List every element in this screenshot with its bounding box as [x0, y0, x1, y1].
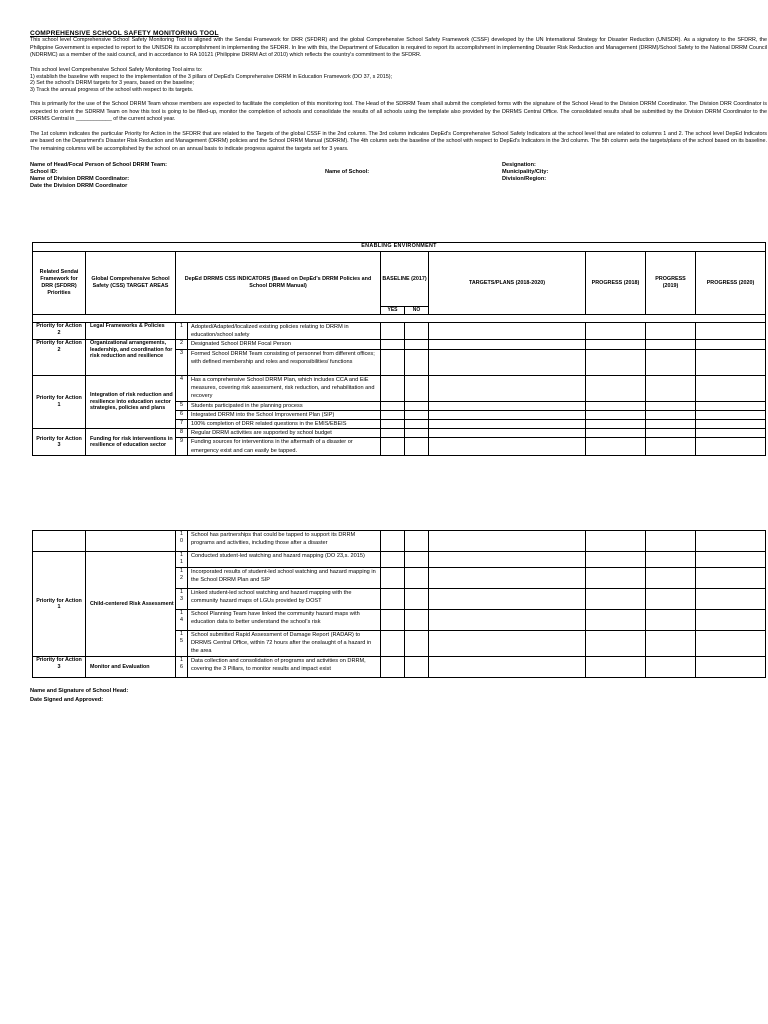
signature-block [30, 687, 128, 704]
targets-cell[interactable] [429, 531, 586, 552]
indicator-number: 4 [176, 375, 188, 401]
document-title: COMPREHENSIVE SCHOOL SAFETY MONITORING TOOL [30, 30, 219, 37]
school-id-label: School ID: [30, 168, 58, 175]
baseline-yes-cell[interactable] [381, 340, 405, 349]
targets-cell[interactable] [429, 657, 586, 678]
aim-item: 1) establish the baseline with respect to the implementation of the 3 pillars of DepEd's Comprehensive DRRM in Education Framework (DO 37, s 2015); [30, 73, 393, 80]
indicator-text: School Planning Team have linked the community hazard maps with education data to better understand the school's risk [188, 610, 381, 631]
targets-cell[interactable] [429, 568, 586, 589]
progress-cell[interactable] [696, 568, 766, 589]
progress-cell[interactable] [586, 349, 646, 375]
targets-cell[interactable] [429, 340, 586, 349]
priority-cell: Priority for Action 3 [33, 657, 86, 678]
baseline-yes-cell[interactable] [381, 610, 405, 631]
indicator-number: 1 5 [176, 631, 188, 657]
priority-cell: Priority for Action 2 [33, 323, 86, 340]
intro-paragraph: This school level Comprehensive School Safety Monitoring Tool is aligned with the Sendai Framework for DRR (SFDRR) and the global Comprehensive School Safety Framework (CSSF) developed by the UN International Strategy for Disaster Reduction (UNISDR). As a signatory to the SFDRR, the Philippine Government is expected to report to the UNISDR its accomplishment in implementing the SFDRR. In line with this, the Department of Education is required to report its accomplishment in implementing Disaster Risk Reduction and Management (DRRM)/School Safety to the National DRRM Council (NDRRMC) as a member of the said council, and in accordance to RA 10121 (Philippine DRRM Act of 2010) which reflects the country's commitment to the SFDRR. [30, 37, 767, 59]
progress-cell[interactable] [696, 410, 766, 419]
target-area-cell [86, 531, 176, 552]
progress-cell[interactable] [646, 429, 696, 438]
priority-cell: Priority for Action 1 [33, 375, 86, 429]
indicator-number: 1 2 [176, 568, 188, 589]
baseline-no-cell[interactable] [405, 589, 429, 610]
spacer-row [33, 315, 766, 323]
usage-paragraph: This is primarily for the use of the School DRRM Team whose members are expected to facilitate the completion of this monitoring tool. The Head of the SDRRM Team shall submit the completed forms with the signature of the School Head to the Division DRRM Coordinator. The Division DRR Coordinator is expected to orient the SDRRM Team on how this tool is going to be filled-up, monitor the completion of schools and consolidate the results of all schools using the template also provided by the DRRMS Central Office. The consolidated results shall be submitted by the Division DRRM Coordinator to the DRRMS Central in ____________ of the current school year. [30, 100, 767, 123]
municipality-label: Municipality/City: [502, 168, 549, 175]
enabling-environment-table [32, 242, 766, 456]
progress-cell[interactable] [646, 568, 696, 589]
columns-note-paragraph: The 1st column indicates the particular Priority for Action in the SFDRR that are related to the Targets of the global CSSF in the 2nd column. The 3rd column indicates DepEd's Comprehensive School Safety Indicators at the school level that are related to columns 1 and 2. The school level DepEd Indicators are based on the Department's Disaster Risk Reduction and Management (DRRM) policies and the School DRRM Manual (SDRRM). The 4th column sets the baseline of the school with respect to DepEd's Indicators in the 3rd column. The 5th column sets the targets/plans of the school based on its baseline. The remaining columns will be accomplished by the school on an annual basis to indicate progress against the targets set for 3 years. [30, 130, 767, 152]
baseline-yes-cell[interactable] [381, 420, 405, 429]
target-area-cell: Organizational arrangements, leadership, and coordination for risk reduction and resilience [86, 340, 176, 375]
school-name-label: Name of School: [325, 168, 370, 175]
targets-cell[interactable] [429, 589, 586, 610]
baseline-yes-cell[interactable] [381, 552, 405, 568]
header-baseline: BASELINE (2017) [381, 252, 429, 307]
indicator-text: Has a comprehensive School DRRM Plan, which includes CCA and EiE measures, covering risk assessment, risk reduction, and rehabilitation and recovery [188, 375, 381, 401]
progress-cell[interactable] [646, 631, 696, 657]
header-progress-2019: PROGRESS (2019) [646, 252, 696, 315]
baseline-yes-cell[interactable] [381, 531, 405, 552]
baseline-yes-cell[interactable] [381, 631, 405, 657]
indicator-text: Incorporated results of student-led school watching and hazard mapping in the School DRRM Plan and SIP [188, 568, 381, 589]
baseline-no-cell[interactable] [405, 429, 429, 438]
targets-cell[interactable] [429, 349, 586, 375]
table-row [33, 429, 766, 438]
progress-cell[interactable] [586, 340, 646, 349]
designation-label: Designation: [502, 161, 536, 168]
targets-cell[interactable] [429, 631, 586, 657]
baseline-no-cell[interactable] [405, 401, 429, 410]
progress-cell[interactable] [646, 375, 696, 401]
indicator-number: 1 1 [176, 552, 188, 568]
table-row [33, 375, 766, 401]
baseline-no-cell[interactable] [405, 410, 429, 419]
form-meta-fields [30, 162, 768, 188]
progress-cell[interactable] [586, 401, 646, 410]
indicator-number: 1 6 [176, 657, 188, 678]
baseline-no-cell[interactable] [405, 420, 429, 429]
indicator-number: 3 [176, 349, 188, 375]
baseline-yes-cell[interactable] [381, 401, 405, 410]
table-banner: ENABLING ENVIRONMENT [33, 243, 766, 252]
baseline-no-cell[interactable] [405, 631, 429, 657]
targets-cell[interactable] [429, 420, 586, 429]
baseline-yes-cell[interactable] [381, 410, 405, 419]
progress-cell[interactable] [586, 657, 646, 678]
indicator-number: 2 [176, 340, 188, 349]
progress-cell[interactable] [586, 410, 646, 419]
progress-cell[interactable] [646, 531, 696, 552]
progress-cell[interactable] [646, 420, 696, 429]
target-area-cell: Child-centered Risk Assessment [86, 552, 176, 657]
priority-cell: Priority for Action 3 [33, 429, 86, 456]
progress-cell[interactable] [586, 552, 646, 568]
indicator-number: 9 [176, 438, 188, 456]
progress-cell[interactable] [696, 401, 766, 410]
indicator-number: 1 0 [176, 531, 188, 552]
table-row [33, 531, 766, 552]
division-label: Division/Region: [502, 175, 547, 182]
header-no: NO [405, 307, 429, 315]
progress-cell[interactable] [646, 657, 696, 678]
progress-cell[interactable] [586, 610, 646, 631]
baseline-no-cell[interactable] [405, 349, 429, 375]
baseline-no-cell[interactable] [405, 323, 429, 340]
progress-cell[interactable] [696, 429, 766, 438]
progress-cell[interactable] [696, 375, 766, 401]
progress-cell[interactable] [696, 323, 766, 340]
indicator-text: Linked student-led school watching and hazard mapping with the community hazard maps of LGUs provided by DOST [188, 589, 381, 610]
indicator-text: Data collection and consolidation of programs and activities on DRRM, covering the 3 Pillars, to monitor results and impact exist [188, 657, 381, 678]
targets-cell[interactable] [429, 410, 586, 419]
date-label: Date the Division DRRM Coordinator [30, 182, 128, 189]
progress-cell[interactable] [646, 349, 696, 375]
indicator-text: School has partnerships that could be tapped to support its DRRM programs and activities, including those after a disaster [188, 531, 381, 552]
table-row [33, 323, 766, 340]
table-row [33, 340, 766, 349]
baseline-yes-cell[interactable] [381, 568, 405, 589]
baseline-no-cell[interactable] [405, 375, 429, 401]
indicator-text: School submitted Rapid Assessment of Damage Report (RADAR) to DRRMS Central Office, within 72 hours after the onslaught of a hazard in the area [188, 631, 381, 657]
baseline-no-cell[interactable] [405, 438, 429, 456]
targets-cell[interactable] [429, 438, 586, 456]
progress-cell[interactable] [646, 589, 696, 610]
progress-cell[interactable] [696, 531, 766, 552]
baseline-no-cell[interactable] [405, 657, 429, 678]
baseline-yes-cell[interactable] [381, 589, 405, 610]
targets-cell[interactable] [429, 429, 586, 438]
table-row [33, 657, 766, 678]
header-targets: TARGETS/PLANS (2018-2020) [429, 252, 586, 315]
targets-cell[interactable] [429, 610, 586, 631]
indicator-text: Formed School DRRM Team consisting of personnel from different offices; with defined membership and roles and responsibilities/ functions [188, 349, 381, 375]
header-yes: YES [381, 307, 405, 315]
aim-item: 3) Track the annual progress of the school with respect to its targets. [30, 87, 194, 94]
indicator-text: Conducted student-led watching and hazard mapping (DO 23,s. 2015) [188, 552, 381, 568]
target-area-cell: Integration of risk reduction and resilience into education sector strategies, policies and plans [86, 375, 176, 429]
progress-cell[interactable] [696, 657, 766, 678]
target-area-cell: Legal Frameworks & Policies [86, 323, 176, 340]
progress-cell[interactable] [696, 340, 766, 349]
progress-cell[interactable] [586, 429, 646, 438]
head-label: Name of Head/Focal Person of School DRRM Team: [30, 161, 167, 168]
priority-cell [33, 531, 86, 552]
progress-cell[interactable] [586, 631, 646, 657]
indicator-text: Funding sources for interventions in the aftermath of a disaster or emergency exist and can easily be tapped. [188, 438, 381, 456]
progress-cell[interactable] [696, 420, 766, 429]
baseline-yes-cell[interactable] [381, 429, 405, 438]
indicator-text: Students participated in the planning process [188, 401, 381, 410]
progress-cell[interactable] [586, 589, 646, 610]
targets-cell[interactable] [429, 552, 586, 568]
baseline-yes-cell[interactable] [381, 438, 405, 456]
indicator-number: 6 [176, 410, 188, 419]
targets-cell[interactable] [429, 323, 586, 340]
indicator-number: 5 [176, 401, 188, 410]
indicator-text: Designated School DRRM Focal Person [188, 340, 381, 349]
aim-item: 2) Set the school's DRRM targets for 3 years, based on the baseline; [30, 80, 195, 87]
baseline-yes-cell[interactable] [381, 323, 405, 340]
baseline-no-cell[interactable] [405, 552, 429, 568]
baseline-no-cell[interactable] [405, 568, 429, 589]
baseline-yes-cell[interactable] [381, 375, 405, 401]
indicator-number: 1 [176, 323, 188, 340]
target-area-cell: Monitor and Evaluation [86, 657, 176, 678]
progress-cell[interactable] [586, 531, 646, 552]
table-row [33, 552, 766, 568]
baseline-no-cell[interactable] [405, 531, 429, 552]
indicator-number: 1 3 [176, 589, 188, 610]
school-head-signature-label: Name and Signature of School Head: [30, 688, 129, 694]
progress-cell[interactable] [646, 438, 696, 456]
indicator-number: 8 [176, 429, 188, 438]
progress-cell[interactable] [586, 375, 646, 401]
baseline-no-cell[interactable] [405, 610, 429, 631]
aims-intro: This school level Comprehensive School Safety Monitoring Tool aims to: [30, 66, 203, 73]
progress-cell[interactable] [646, 323, 696, 340]
indicator-text: Integrated DRRM into the School Improvement Plan (SIP) [188, 410, 381, 419]
indicator-number: 7 [176, 420, 188, 429]
priority-cell: Priority for Action 2 [33, 340, 86, 375]
progress-cell[interactable] [646, 552, 696, 568]
header-progress-2018: PROGRESS (2018) [586, 252, 646, 315]
division-coordinator-label: Name of Division DRRM Coordinator: [30, 175, 130, 182]
progress-cell[interactable] [696, 589, 766, 610]
progress-cell[interactable] [696, 631, 766, 657]
progress-cell[interactable] [646, 401, 696, 410]
header-css-target-areas: Global Comprehensive School Safety (CSS) TARGET AREAS [86, 252, 176, 315]
header-progress-2020: PROGRESS (2020) [696, 252, 766, 315]
priority-cell: Priority for Action 1 [33, 552, 86, 657]
progress-cell[interactable] [586, 420, 646, 429]
baseline-no-cell[interactable] [405, 340, 429, 349]
indicator-text: Adopted/Adapted/localized existing policies relating to DRRM in education/school safety [188, 323, 381, 340]
header-sfdrr-priorities: Related Sendai Framework for DRR (SFDRR) Priorities [33, 252, 86, 315]
continuation-table [32, 530, 766, 678]
progress-cell[interactable] [696, 438, 766, 456]
baseline-yes-cell[interactable] [381, 349, 405, 375]
document-page [30, 30, 768, 188]
date-approved-label: Date Signed and Approved: [30, 696, 104, 703]
target-area-cell: Funding for risk interventions in resilience of education sector [86, 429, 176, 456]
progress-cell[interactable] [586, 438, 646, 456]
progress-cell[interactable] [696, 349, 766, 375]
progress-cell[interactable] [586, 323, 646, 340]
targets-cell[interactable] [429, 401, 586, 410]
targets-cell[interactable] [429, 375, 586, 401]
indicator-number: 1 4 [176, 610, 188, 631]
header-css-indicators: DepEd DRRMS CSS INDICATORS (Based on DepEd's DRRM Policies and School DRRM Manual) [176, 252, 381, 315]
progress-cell[interactable] [586, 568, 646, 589]
progress-cell[interactable] [696, 610, 766, 631]
progress-cell[interactable] [646, 410, 696, 419]
progress-cell[interactable] [646, 340, 696, 349]
progress-cell[interactable] [696, 552, 766, 568]
baseline-yes-cell[interactable] [381, 657, 405, 678]
progress-cell[interactable] [646, 610, 696, 631]
indicator-text: Regular DRRM activities are supported by school budget [188, 429, 381, 438]
indicator-text: 100% completion of DRR related questions in the EMIS/EBEIS [188, 420, 381, 429]
